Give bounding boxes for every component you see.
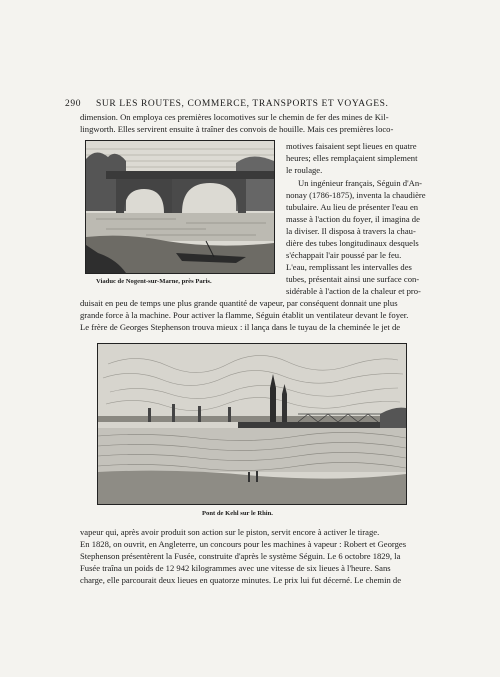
text-line: L'eau, remplissant les intervalles des — [286, 262, 412, 272]
figure-caption: Viaduc de Nogent-sur-Marne, près Paris. — [96, 278, 212, 285]
text-line: dière des tubes longitudinaux desquels — [286, 238, 419, 248]
text-line: lingworth. Elles servirent ensuite à traîner des convois de houille. Mais ces premières loco- — [80, 124, 394, 134]
text-line: la diviser. Il disposa à travers la chau- — [286, 226, 416, 236]
text-line: tubulaire. Au lieu de présenter l'eau en — [286, 202, 419, 212]
figure-caption: Pont de Kehl sur le Rhin. — [202, 510, 273, 517]
kehl-bridge-engraving — [97, 343, 407, 505]
text-line: sidérable à l'action de la chaleur et pro- — [286, 286, 421, 296]
viaduct-engraving — [85, 140, 275, 274]
text-line: grande force à la machine. Pour activer la flamme, Séguin établit un ventilateur devant le foyer. — [80, 310, 409, 320]
text-line: Un ingénieur français, Séguin d'An- — [298, 178, 422, 188]
text-line: s'échappait l'air poussé par le feu. — [286, 250, 402, 260]
running-title: SUR LES ROUTES, COMMERCE, TRANSPORTS ET VOYAGES. — [96, 99, 389, 109]
text-line: nonay (1786-1875), inventa la chaudière — [286, 190, 426, 200]
text-line: masse à l'action du foyer, il imagina de — [286, 214, 420, 224]
text-line: heures; elles remplaçaient simplement — [286, 153, 418, 163]
text-line: En 1828, on ouvrit, en Angleterre, un concours pour les machines à vapeur : Robert et Georges — [80, 539, 407, 549]
text-line: dimension. On employa ces premières locomotives sur le chemin de fer des mines de Kil- — [80, 112, 389, 122]
text-line: motives faisaient sept lieues en quatre — [286, 141, 417, 151]
text-line: Le frère de Georges Stephenson trouva mieux : il lança dans le tuyau de la cheminée le jet de — [80, 322, 401, 332]
running-header — [65, 99, 435, 109]
text-line: duisait en peu de temps une plus grande quantité de vapeur, par conséquent donnait une plus — [80, 298, 398, 308]
text-line: Fusée traîna un poids de 12 942 kilogrammes avec une vitesse de six lieues à l'heure. Sans — [80, 563, 391, 573]
text-line: tubes, présentait ainsi une surface con- — [286, 274, 420, 284]
text-line: charge, elle parcourait deux lieues en quatorze minutes. Le prix lui fut décerné. Le chemin de — [80, 575, 402, 585]
text-line: vapeur qui, après avoir produit son action sur le piston, servit encore à activer le tirage. — [80, 527, 380, 537]
text-line: Stephenson présentèrent la Fusée, construite d'après le système Séguin. Le 6 octobre 1829, la — [80, 551, 401, 561]
text-line: le roulage. — [286, 165, 323, 175]
page-number: 290 — [65, 99, 82, 109]
